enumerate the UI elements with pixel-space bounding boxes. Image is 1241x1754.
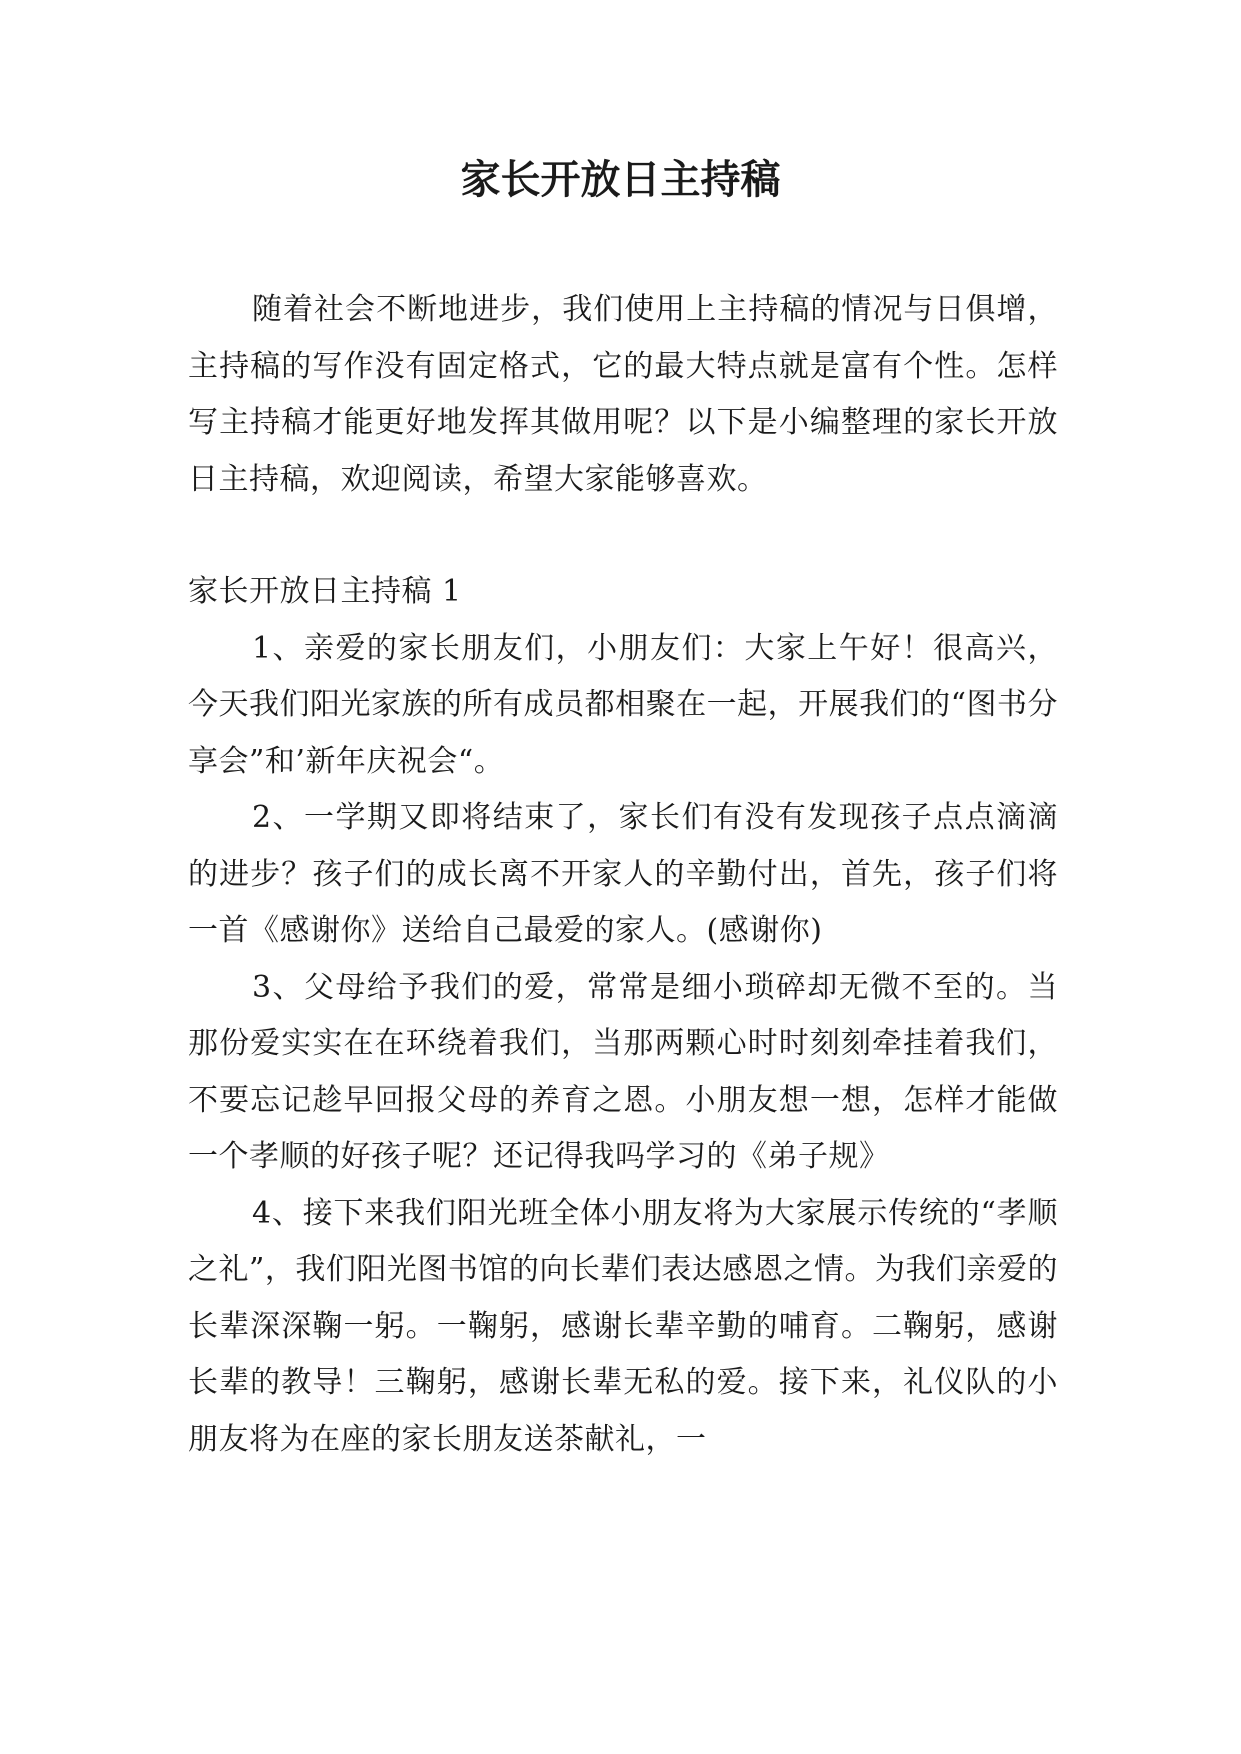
paragraph-2: 2、一学期又即将结束了，家长们有没有发现孩子点点滴滴的进步？孩子们的成长离不开家人的辛勤付出，首先，孩子们将一首《感谢你》送给自己最爱的家人。(感谢你) [188, 800, 1058, 948]
intro-paragraph: 随着社会不断地进步，我们使用上主持稿的情况与日俱增，主持稿的写作没有固定格式，它的最大特点就是富有个性。怎样写主持稿才能更好地发挥其做用呢？以下是小编整理的家长开放日主持稿，欢迎阅读，希望大家能够喜欢。 [188, 292, 1058, 497]
document-title: 家长开放日主持稿 [460, 156, 781, 203]
paragraph-gap [188, 508, 1058, 564]
paragraph-4: 4、接下来我们阳光班全体小朋友将为大家展示传统的“孝顺之礼”，我们阳光图书馆的向长辈们表达感恩之情。为我们亲爱的长辈深深鞠一躬。一鞠躬，感谢长辈辛勤的哺育。二鞠躬，感谢长辈的教导！三鞠躬，感谢长辈无私的爱。接下来，礼仪队的小朋友将为在座的家长朋友送茶献礼，一 [188, 1195, 1058, 1457]
paragraph-3: 3、父母给予我们的爱，常常是细小琐碎却无微不至的。当那份爱实实在在环绕着我们，当那两颗心时时刻刻牵挂着我们，不要忘记趁早回报父母的养育之恩。小朋友想一想，怎样才能做一个孝顺的好孩子呢？还记得我吗学习的《弟子规》 [188, 969, 1058, 1174]
section-heading: 家长开放日主持稿 1 [188, 574, 462, 609]
paragraph-1: 1、亲爱的家长朋友们，小朋友们：大家上午好！很高兴，今天我们阳光家族的所有成员都相聚在一起，开展我们的“图书分享会”和’新年庆祝会“。 [188, 630, 1058, 779]
document-body [188, 282, 1058, 1468]
